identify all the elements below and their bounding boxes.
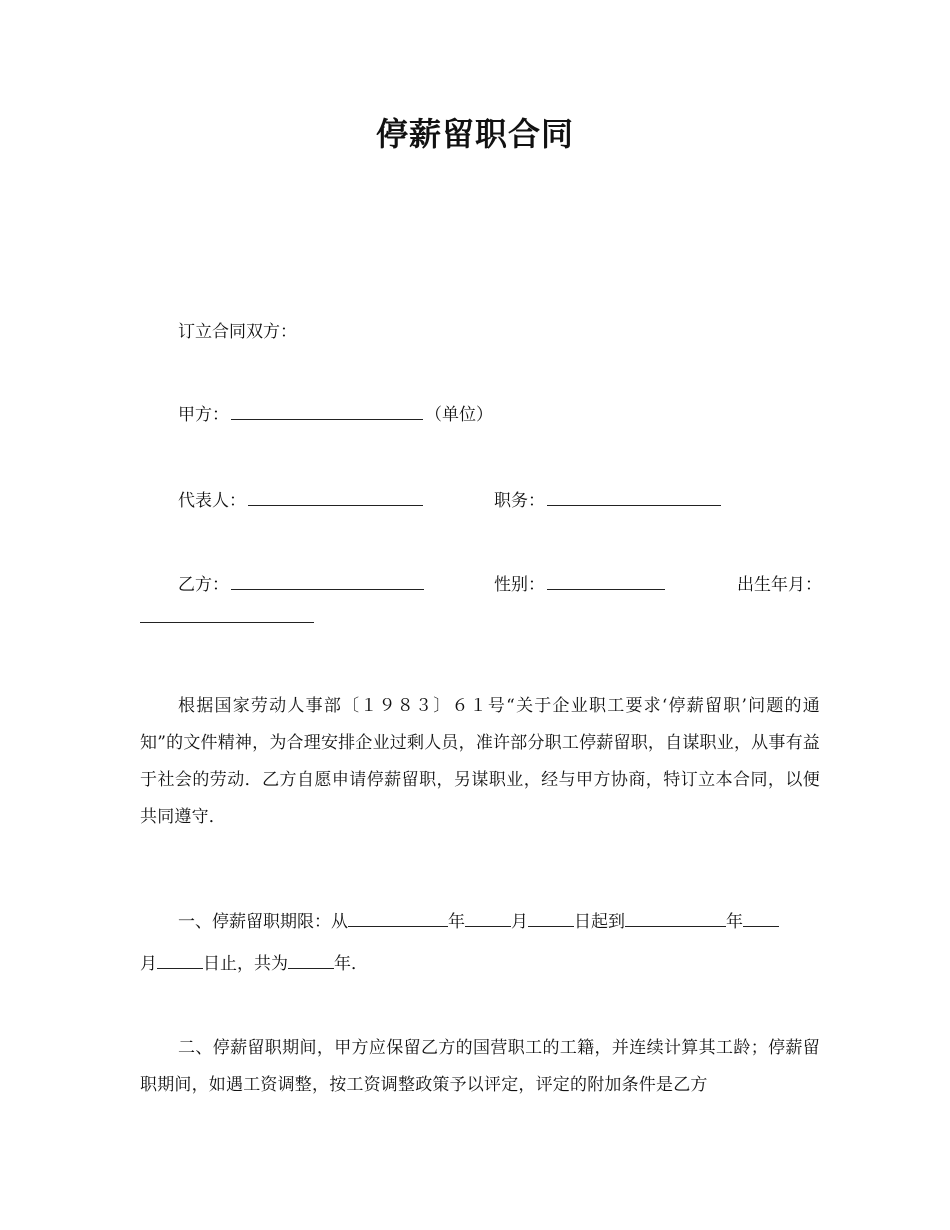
- total-years-blank[interactable]: [288, 950, 334, 969]
- birth-row: [140, 604, 314, 632]
- end-day-blank[interactable]: [157, 950, 203, 969]
- preamble-paragraph: 根据国家劳动人事部〔１９８３〕６１号“关于企业职工要求‘停薪留职’问题的通知”的文件精神，为合理安排企业过剩人员，准许部分职工停薪留职，自谋职业，从事有益于社会的劳动．乙方自愿申请停薪留职，另谋职业，经与甲方协商，特订立本合同，以便共同遵守．: [140, 696, 820, 827]
- start-day-blank[interactable]: [528, 908, 574, 927]
- clause1-month2: 月: [140, 954, 157, 974]
- start-month-blank[interactable]: [465, 908, 511, 927]
- clause1-years: 年．: [334, 954, 368, 974]
- clause1-month: 月: [511, 912, 528, 932]
- position-label: 职务：: [494, 491, 545, 511]
- clause1-year2: 年: [726, 912, 743, 932]
- representative-row: [178, 487, 425, 515]
- party-b-label: 乙方：: [178, 575, 229, 595]
- gender-blank[interactable]: [547, 571, 665, 590]
- party-a-blank[interactable]: [231, 401, 423, 420]
- party-a-label: 甲方：: [178, 405, 229, 425]
- party-b-blank[interactable]: [231, 571, 424, 590]
- clause1-day-end: 日止，共为: [203, 954, 288, 974]
- clause1-line2: [140, 950, 368, 978]
- start-year-blank[interactable]: [348, 908, 448, 927]
- document-title: 停薪留职合同: [375, 115, 574, 153]
- clause2-paragraph: 二、停薪留职期间，甲方应保留乙方的国营职工的工籍，并连续计算其工龄；停薪留职期间，如遇工资调整，按工资调整政策予以评定，评定的附加条件是乙方: [140, 1038, 820, 1095]
- birth-blank[interactable]: [140, 604, 314, 623]
- clause1-day-start: 日起到: [574, 912, 625, 932]
- position-blank[interactable]: [547, 487, 721, 506]
- representative-blank[interactable]: [248, 487, 423, 506]
- end-year-blank[interactable]: [625, 908, 726, 927]
- clause1-year: 年: [448, 912, 465, 932]
- end-month-blank-part[interactable]: [743, 908, 779, 927]
- party-b-row: [178, 571, 426, 599]
- parties-intro: 订立合同双方：: [178, 322, 297, 342]
- gender-row: [494, 571, 667, 599]
- representative-label: 代表人：: [178, 491, 246, 511]
- clause1-prefix: 一、停薪留职期限：从: [178, 912, 348, 932]
- party-a-suffix: （单位）: [425, 405, 493, 425]
- birth-label: 出生年月：: [737, 575, 822, 595]
- position-row: [494, 487, 723, 515]
- clause1-line1: [178, 908, 779, 936]
- party-a-row: [178, 401, 493, 429]
- gender-label: 性别：: [494, 575, 545, 595]
